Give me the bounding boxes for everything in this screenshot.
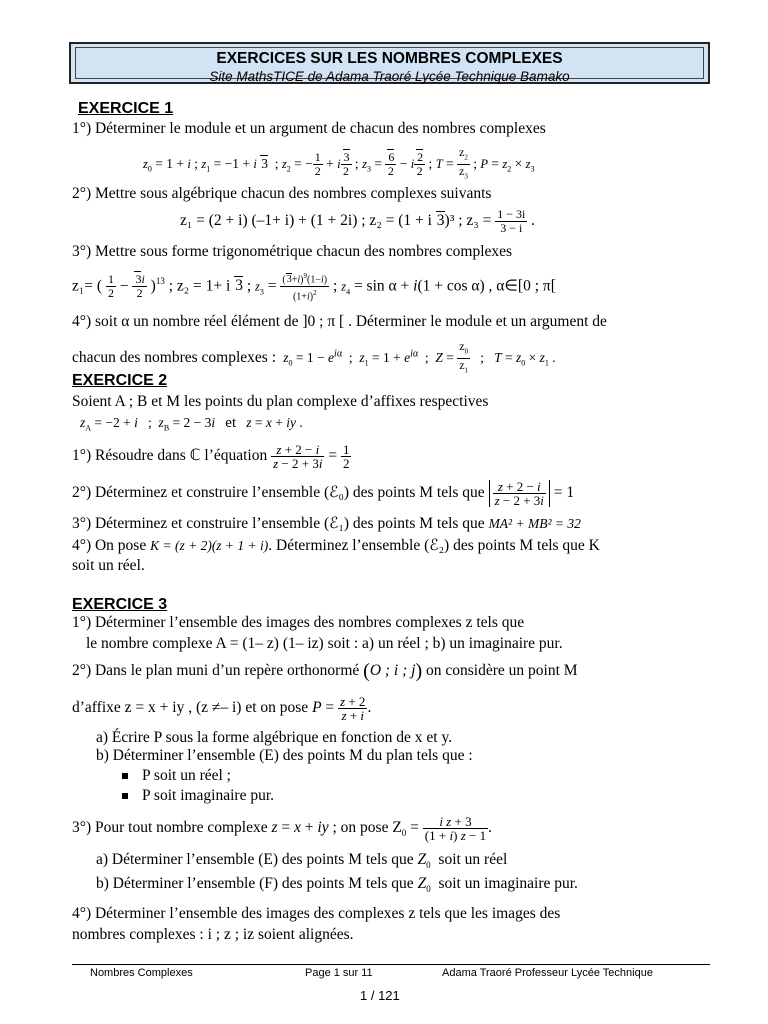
title-box	[69, 42, 710, 84]
ex3-q2-lead: 2°) Dans le plan muni d’un repère orthonormé	[72, 662, 360, 680]
ex1-q4-lead: chacun des nombres complexes :	[72, 348, 277, 366]
ex2-q2-text: 2°) Déterminez et construire l’ensemble (ℰ₀) des points M tels que	[72, 484, 485, 502]
exercise-3-heading: EXERCICE 3	[72, 596, 168, 613]
ex3-question-4-line2: nombres complexes : i ; z ; iz soient alignées.	[72, 926, 354, 943]
ex1-question-4: 4°) soit α un nombre réel élément de ]0 ; π [ . Déterminer le module et un argument de	[72, 313, 607, 330]
ex3-question-4: 4°) Déterminer l’ensemble des images des complexes z tels que les images des	[72, 905, 561, 922]
ex2-affixes: $z_A = -2 + i$ ; $z_B = 2 - 3i$ et z = x + iy .	[80, 415, 303, 433]
ex3-q2-bullet-1	[122, 767, 231, 785]
ex2-q4-lead: 4°) On pose	[72, 537, 147, 554]
ex1-q3-formula: z₁= ( $\frac{1}{2}$ − $\frac{3i}{2}$ )$^{13}$ ; z₂ = 1+ i 3 ; $z_3$ = $\frac{(3+i)^9(1-i)}{(1+i)^2}$ ; $z_4 = \sin \alpha + i(1 + \cos \alpha)$ , α∈[0 ; π[	[72, 272, 556, 303]
ex3-bullet-1-text: P soit un réel ;	[142, 767, 231, 784]
ex2-intro: Soient A ; B et M les points du plan complexe d’affixes respectives	[72, 393, 489, 410]
ex3-bullet-2-text: P soit imaginaire pur.	[142, 787, 275, 804]
ex2-question-4-line2: soit un réel.	[72, 557, 145, 574]
ex1-q2-part-c: )³ ; z₃ =	[444, 212, 496, 230]
ex1-q2-root: 3	[436, 212, 445, 230]
ex3-q3-lead: 3°) Pour tout nombre complexe	[72, 819, 268, 837]
footer-right: Adama Traoré Professeur Lycée Technique	[442, 967, 653, 979]
ex3-q3-a-end: soit un réel	[438, 851, 508, 868]
ex3-q3-b-end: soit un imaginaire pur.	[438, 875, 578, 892]
ex3-question-3: 3°) Pour tout nombre complexe z = x + iy ; on pose $Z_0$ = $\frac{\text{i z + 3}}{(1 + i) z - 1}$ .	[72, 814, 492, 843]
ex1-question-4-line2: chacun des nombres complexes : $z_0 = 1 - e^{i\alpha}$ ; $z_1 = 1 + e^{i\alpha}$ ; Z = $\frac{z_0}{z_1}$ ; $T = z_0 \times z_1$ .	[72, 339, 556, 375]
ex1-question-1: 1°) Déterminer le module et un argument de chacun des nombres complexes	[72, 120, 546, 137]
ex1-q1-formula: $z_0 = 1 + i$ ; $z_1 = -1 + i$ 3 ; $z_2$ = − $\frac{1}{2}$ + i $\frac{3}{2}$ ; $z_3$ = $\frac{6}{2}$ − i $\frac{2}{2}$ ; T = $\frac{z_2}{z_3}$ ; $P = z_2 \times z_3$	[143, 145, 535, 181]
ex1-q2-frac-den: 3 − i	[500, 221, 523, 235]
ex2-question-1: 1°) Résoudre dans ℂ l’équation $\frac{z + 2 - i}{z - 2 + 3i}$ = $\frac{1}{2}$	[72, 442, 350, 471]
bullet-icon	[122, 773, 128, 779]
ex3-q2-rest: on considère un point M	[426, 662, 578, 680]
ex1-question-3: 3°) Mettre sous forme trigonométrique chacun des nombres complexes	[72, 243, 513, 260]
ex2-q3-equation: MA² + MB² = 32	[488, 516, 581, 531]
ex3-question-1: 1°) Déterminer l’ensemble des images des nombres complexes z tels que	[72, 614, 525, 631]
ex2-question-4	[72, 536, 600, 555]
ex3-question-1-line2: le nombre complexe A = (1– z) (1– iz) soit : a) un réel ; b) un imaginaire pur.	[86, 635, 563, 652]
ex2-q4-equation: K = (z + 2)(z + 1 + i)	[150, 538, 269, 553]
ex3-q2-item-b: b) Déterminer l’ensemble (E) des points M du plan tels que :	[96, 747, 473, 764]
footer-page: Page 1 sur 11	[305, 967, 373, 979]
ex3-question-2-line2: d’affixe z = x + iy , (z ≠– i) et on pose P = $\frac{z + 2}{z + i}$ .	[72, 694, 372, 723]
footer-rule	[72, 964, 710, 965]
document-subtitle: Site MathsTICE de Adama Traoré Lycée Technique Bamako	[209, 69, 570, 84]
page-counter: 1 / 121	[360, 988, 400, 1003]
ex1-q2-part-a: z₁ = (2 + i) (–1+ i) + (1 + 2i) ; z₂ = (1 + i	[180, 212, 436, 230]
ex3-q2-affixe: d’affixe z = x + iy , (z ≠– i) et on pose	[72, 699, 309, 717]
exercise-1-heading: EXERCICE 1	[78, 100, 174, 117]
ex3-q3-mid: ; on pose	[332, 819, 389, 837]
ex2-q4-rest: . Déterminez l’ensemble (ℰ₂) des points M tels que K	[268, 537, 600, 554]
ex3-q3-item-b: b) Déterminer l’ensemble (F) des points M tels que $Z_0$ soit un imaginaire pur.	[96, 875, 578, 895]
bullet-icon	[122, 793, 128, 799]
ex1-q2-formula: z₁ = (2 + i) (–1+ i) + (1 + 2i) ; z₂ = (1 + i 3)³ ; z₃ = $\frac{1 - 3i}{3 - i}$ .	[180, 207, 536, 235]
ex3-q3-item-a: a) Déterminer l’ensemble (E) des points M tels que $Z_0$ soit un réel	[96, 851, 508, 871]
document-title: EXERCICES SUR LES NOMBRES COMPLEXES	[216, 50, 563, 67]
ex2-q3-text: 3°) Déterminez et construire l’ensemble (ℰ₁) des points M tels que	[72, 515, 485, 532]
ex1-question-2: 2°) Mettre sous algébrique chacun des nombres complexes suivants	[72, 185, 492, 202]
ex2-question-3	[72, 514, 581, 533]
ex2-q1-text: 1°) Résoudre dans ℂ l’équation	[72, 447, 268, 465]
ex3-q2-bullet-2	[122, 787, 274, 805]
footer-left: Nombres Complexes	[90, 967, 193, 979]
ex3-question-2: 2°) Dans le plan muni d’un repère orthonormé (O ; i ; j) on considère un point M	[72, 660, 578, 682]
ex3-q2-repere: O ; i ; j	[369, 662, 416, 680]
ex3-q3-a-text: a) Déterminer l’ensemble (E) des points M tels que	[96, 851, 414, 868]
ex2-question-2: 2°) Déterminez et construire l’ensemble (ℰ₀) des points M tels que $\frac{z + 2 - i}{z - 2 + 3i}$ = 1	[72, 479, 575, 508]
exercise-2-heading: EXERCICE 2	[72, 372, 168, 389]
ex3-q3-b-text: b) Déterminer l’ensemble (F) des points M tels que	[96, 875, 414, 892]
ex1-q2-frac-num: 1 − 3i	[497, 207, 526, 221]
title-inner-frame	[75, 47, 704, 84]
ex3-q2-item-a: a) Écrire P sous la forme algébrique en fonction de x et y.	[96, 729, 453, 746]
